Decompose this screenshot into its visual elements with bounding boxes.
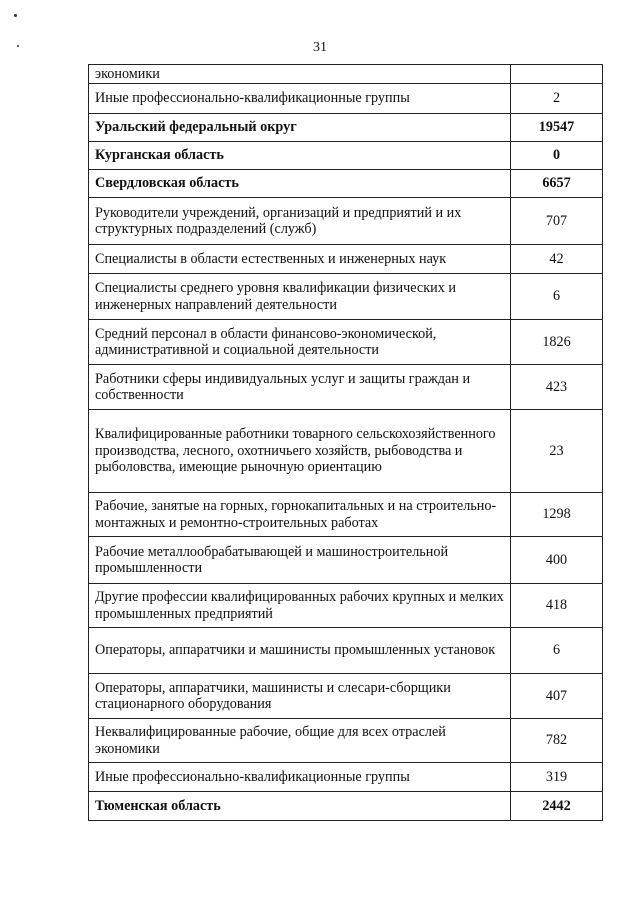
- row-value: 0: [511, 142, 603, 170]
- row-label: Курганская область: [89, 142, 511, 170]
- row-value: 2: [511, 84, 603, 114]
- row-value: 42: [511, 245, 603, 274]
- row-value: 782: [511, 719, 603, 763]
- row-value: 1298: [511, 493, 603, 537]
- row-value: 1826: [511, 320, 603, 365]
- table-row: [89, 114, 603, 142]
- scan-speck: [17, 45, 19, 47]
- page-number: 31: [313, 40, 327, 55]
- row-label: Иные профессионально-квалификационные группы: [89, 763, 511, 792]
- row-label: Специалисты среднего уровня квалификации физических и инженерных направлений деятельности: [89, 274, 511, 320]
- table-row: [89, 365, 603, 410]
- table-row: [89, 584, 603, 628]
- table-row: [89, 674, 603, 719]
- row-value: 6: [511, 274, 603, 320]
- table-row: [89, 763, 603, 792]
- row-label: Квалифицированные работники товарного сельскохозяйственного производства, лесного, охотничьего хозяйств, рыбоводства и рыболовства, имеющие рыночную ориентацию: [89, 410, 511, 493]
- row-value: 2442: [511, 792, 603, 821]
- row-value: 23: [511, 410, 603, 493]
- row-label: Неквалифицированные рабочие, общие для всех отраслей экономики: [89, 719, 511, 763]
- row-value: [511, 65, 603, 84]
- row-value: 407: [511, 674, 603, 719]
- row-label: Руководители учреждений, организаций и предприятий и их структурных подразделений (служб): [89, 198, 511, 245]
- row-label: Средний персонал в области финансово-экономической, административной и социальной деятельности: [89, 320, 511, 365]
- row-value: 423: [511, 365, 603, 410]
- row-label: Свердловская область: [89, 170, 511, 198]
- table-row: [89, 84, 603, 114]
- occupation-table: [88, 64, 603, 821]
- table-row: [89, 245, 603, 274]
- table-row: [89, 65, 603, 84]
- table-row: [89, 142, 603, 170]
- table-row: [89, 628, 603, 674]
- table-row: [89, 537, 603, 584]
- row-label: Работники сферы индивидуальных услуг и защиты граждан и собственности: [89, 365, 511, 410]
- row-value: 707: [511, 198, 603, 245]
- row-label: Тюменская область: [89, 792, 511, 821]
- table-row: [89, 274, 603, 320]
- row-label: Операторы, аппаратчики, машинисты и слесари-сборщики стационарного оборудования: [89, 674, 511, 719]
- row-label: Уральский федеральный округ: [89, 114, 511, 142]
- table-row: [89, 719, 603, 763]
- table-body: [89, 65, 603, 821]
- row-label: Специалисты в области естественных и инженерных наук: [89, 245, 511, 274]
- row-label: Иные профессионально-квалификационные группы: [89, 84, 511, 114]
- table-row: [89, 170, 603, 198]
- table-row: [89, 792, 603, 821]
- row-label: Другие профессии квалифицированных рабочих крупных и мелких промышленных предприятий: [89, 584, 511, 628]
- table-row: [89, 493, 603, 537]
- row-value: 19547: [511, 114, 603, 142]
- row-label: Рабочие металлообрабатывающей и машиностроительной промышленности: [89, 537, 511, 584]
- row-label: Операторы, аппаратчики и машинисты промышленных установок: [89, 628, 511, 674]
- table-row: [89, 198, 603, 245]
- row-value: 6657: [511, 170, 603, 198]
- row-value: 418: [511, 584, 603, 628]
- row-value: 400: [511, 537, 603, 584]
- table-row: [89, 320, 603, 365]
- table-row: [89, 410, 603, 493]
- row-label: экономики: [89, 65, 511, 84]
- row-value: 6: [511, 628, 603, 674]
- row-label: Рабочие, занятые на горных, горнокапитальных и на строительно-монтажных и ремонтно-строительных работах: [89, 493, 511, 537]
- scan-speck: [14, 14, 17, 17]
- row-value: 319: [511, 763, 603, 792]
